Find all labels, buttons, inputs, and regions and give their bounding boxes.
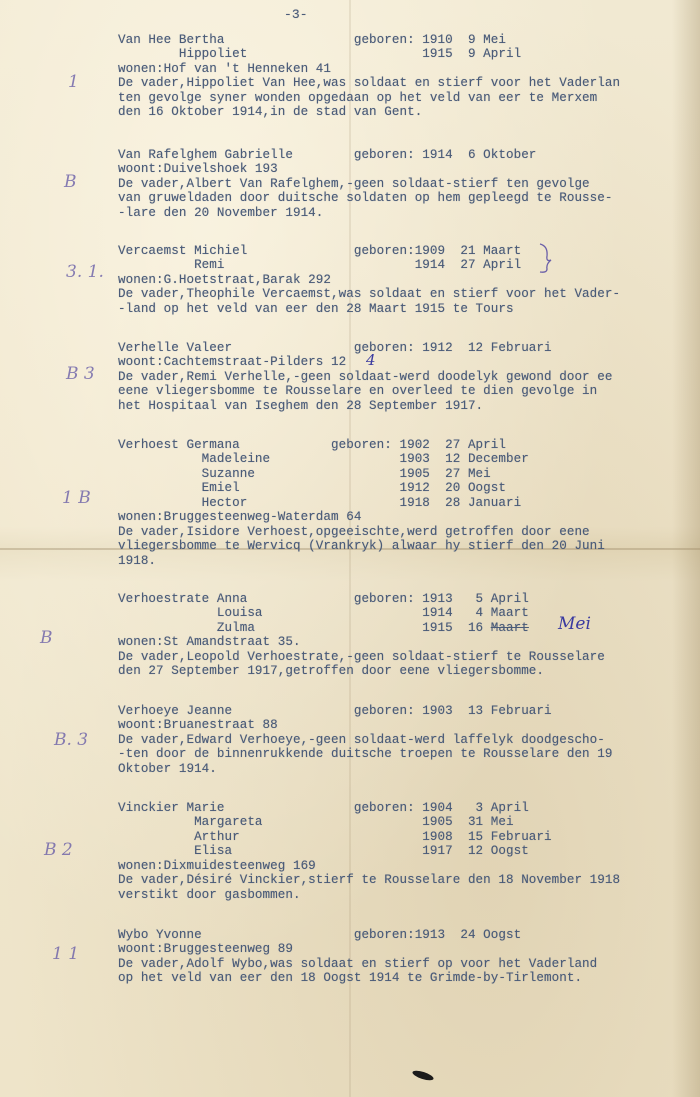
margin-annotation: 1 B: [62, 488, 91, 508]
entry-line: Remi 1914 27 April: [118, 258, 522, 272]
margin-annotation: 1 1: [52, 944, 80, 964]
entry-line: 1918.: [118, 554, 157, 568]
entry-line: Elisa 1917 12 Oogst: [118, 844, 529, 858]
entry-line: woont:Duivelshoek 193: [118, 162, 278, 176]
entry-line: Van Rafelghem Gabrielle geboren: 1914 6 Oktober: [118, 148, 537, 162]
entry-line-text: Zulma 1915 16: [118, 621, 491, 635]
entry-line: -lare den 20 November 1914.: [118, 206, 324, 220]
entry-line: eene vliegersbomme te Rousselare en overleed te dien gevolge in: [118, 384, 598, 398]
entry-line: -land op het veld van eer den 28 Maart 1915 te Tours: [118, 302, 514, 316]
entry-line: Margareta 1905 31 Mei: [118, 815, 514, 829]
struck-word: Maart: [490, 621, 529, 635]
entry-line: Wybo Yvonne geboren:1913 24 Oogst: [118, 928, 522, 942]
brace-mark: [538, 242, 554, 274]
entry-line: wonen:G.Hoetstraat,Barak 292: [118, 273, 332, 287]
entry-line: De vader,Theophile Vercaemst,was soldaat en stierf voor het Vader-: [118, 287, 621, 301]
entry-line: wonen:St Amandstraat 35.: [118, 635, 301, 649]
entry-line: Verhoeye Jeanne geboren: 1903 13 Februari: [118, 704, 552, 718]
entry-line: De vader,Adolf Wybo,was soldaat en stierf op voor het Vaderland: [118, 957, 598, 971]
paper-edge-shading: [672, 0, 700, 1097]
entry-line: De vader,Isidore Verhoest,opgeeischte,werd getroffen door eene: [118, 525, 590, 539]
margin-annotation: B. 3: [54, 730, 89, 750]
entry-line: woont:Bruanestraat 88: [118, 718, 278, 732]
entry-line: Oktober 1914.: [118, 762, 217, 776]
entry-line: Vercaemst Michiel geboren:1909 21 Maart: [118, 244, 522, 258]
margin-annotation: B 3: [66, 364, 95, 384]
entry-line: Verhoest Germana geboren: 1902 27 April: [118, 438, 506, 452]
entry-line: vliegersbomme te Wervicq (Vrankryk) alwaar hy stierf den 20 Juni: [118, 539, 605, 553]
entry-line: [118, 621, 529, 635]
entry-line: Van Hee Bertha geboren: 1910 9 Mei: [118, 33, 506, 47]
entry-line: De vader,Albert Van Rafelghem,-geen soldaat-stierf ten gevolge: [118, 177, 590, 191]
entry-line: Vinckier Marie geboren: 1904 3 April: [118, 801, 529, 815]
ink-smudge: [411, 1069, 434, 1082]
entry-line: woont:Bruggesteenweg 89: [118, 942, 293, 956]
entry-line: het Hospitaal van Iseghem den 28 September 1917.: [118, 399, 484, 413]
entry-line: De vader,Remi Verhelle,-geen soldaat-werd doodelyk gewond door ee: [118, 370, 613, 384]
entry-line: Suzanne 1905 27 Mei: [118, 467, 491, 481]
entry-line: Emiel 1912 20 Oogst: [118, 481, 506, 495]
entry-line: Verhoestrate Anna geboren: 1913 5 April: [118, 592, 529, 606]
entry-line: -ten door de binnenrukkende duitsche troepen te Rousselare den 19: [118, 747, 613, 761]
entry-line: De vader,Edward Verhoeye,-geen soldaat-werd laffelyk doodgescho-: [118, 733, 605, 747]
ink-correction: Mei: [558, 614, 591, 634]
entry-line: wonen:Hof van 't Henneken 41: [118, 62, 332, 76]
entry-line: van gruweldaden door duitsche soldaten op hem gepleegd te Rousse-: [118, 191, 613, 205]
margin-annotation: B 2: [44, 840, 73, 860]
entry-line: op het veld van eer den 18 Oogst 1914 te Grimde-by-Tirlemont.: [118, 971, 583, 985]
entry-line: den 16 Oktober 1914,in de stad van Gent.: [118, 105, 423, 119]
entry-line: Louisa 1914 4 Maart: [118, 606, 529, 620]
entry-line: wonen:Dixmuidesteenweg 169: [118, 859, 316, 873]
entry-line: De vader,Désiré Vinckier,stierf te Rousselare den 18 November 1918: [118, 873, 621, 887]
margin-annotation: 1: [68, 72, 79, 92]
page-number: -3-: [284, 7, 308, 22]
entry-line: Arthur 1908 15 Februari: [118, 830, 552, 844]
margin-annotation: B: [40, 628, 53, 648]
entry-line: den 27 September 1917,getroffen door eene vliegersbomme.: [118, 664, 545, 678]
entry-line: De vader,Leopold Verhoestrate,-geen soldaat-stierf te Rousselare: [118, 650, 605, 664]
margin-annotation: B: [64, 172, 77, 192]
entry-line: woont:Cachtemstraat-Pilders 12: [118, 355, 347, 369]
ink-correction: 4: [366, 351, 376, 369]
entry-line: wonen:Bruggesteenweg-Waterdam 64: [118, 510, 362, 524]
margin-annotation: 3. 1.: [66, 262, 104, 282]
entry-line: verstikt door gasbommen.: [118, 888, 301, 902]
entry-line: De vader,Hippoliet Van Hee,was soldaat en stierf voor het Vaderlan: [118, 76, 621, 90]
entry-line: Madeleine 1903 12 December: [118, 452, 529, 466]
entry-line: ten gevolge syner wonden opgedaan op het veld van eer te Merxem: [118, 91, 598, 105]
entry-line: Verhelle Valeer geboren: 1912 12 Februari: [118, 341, 552, 355]
entry-line: Hippoliet 1915 9 April: [118, 47, 522, 61]
entry-line: Hector 1918 28 Januari: [118, 496, 522, 510]
